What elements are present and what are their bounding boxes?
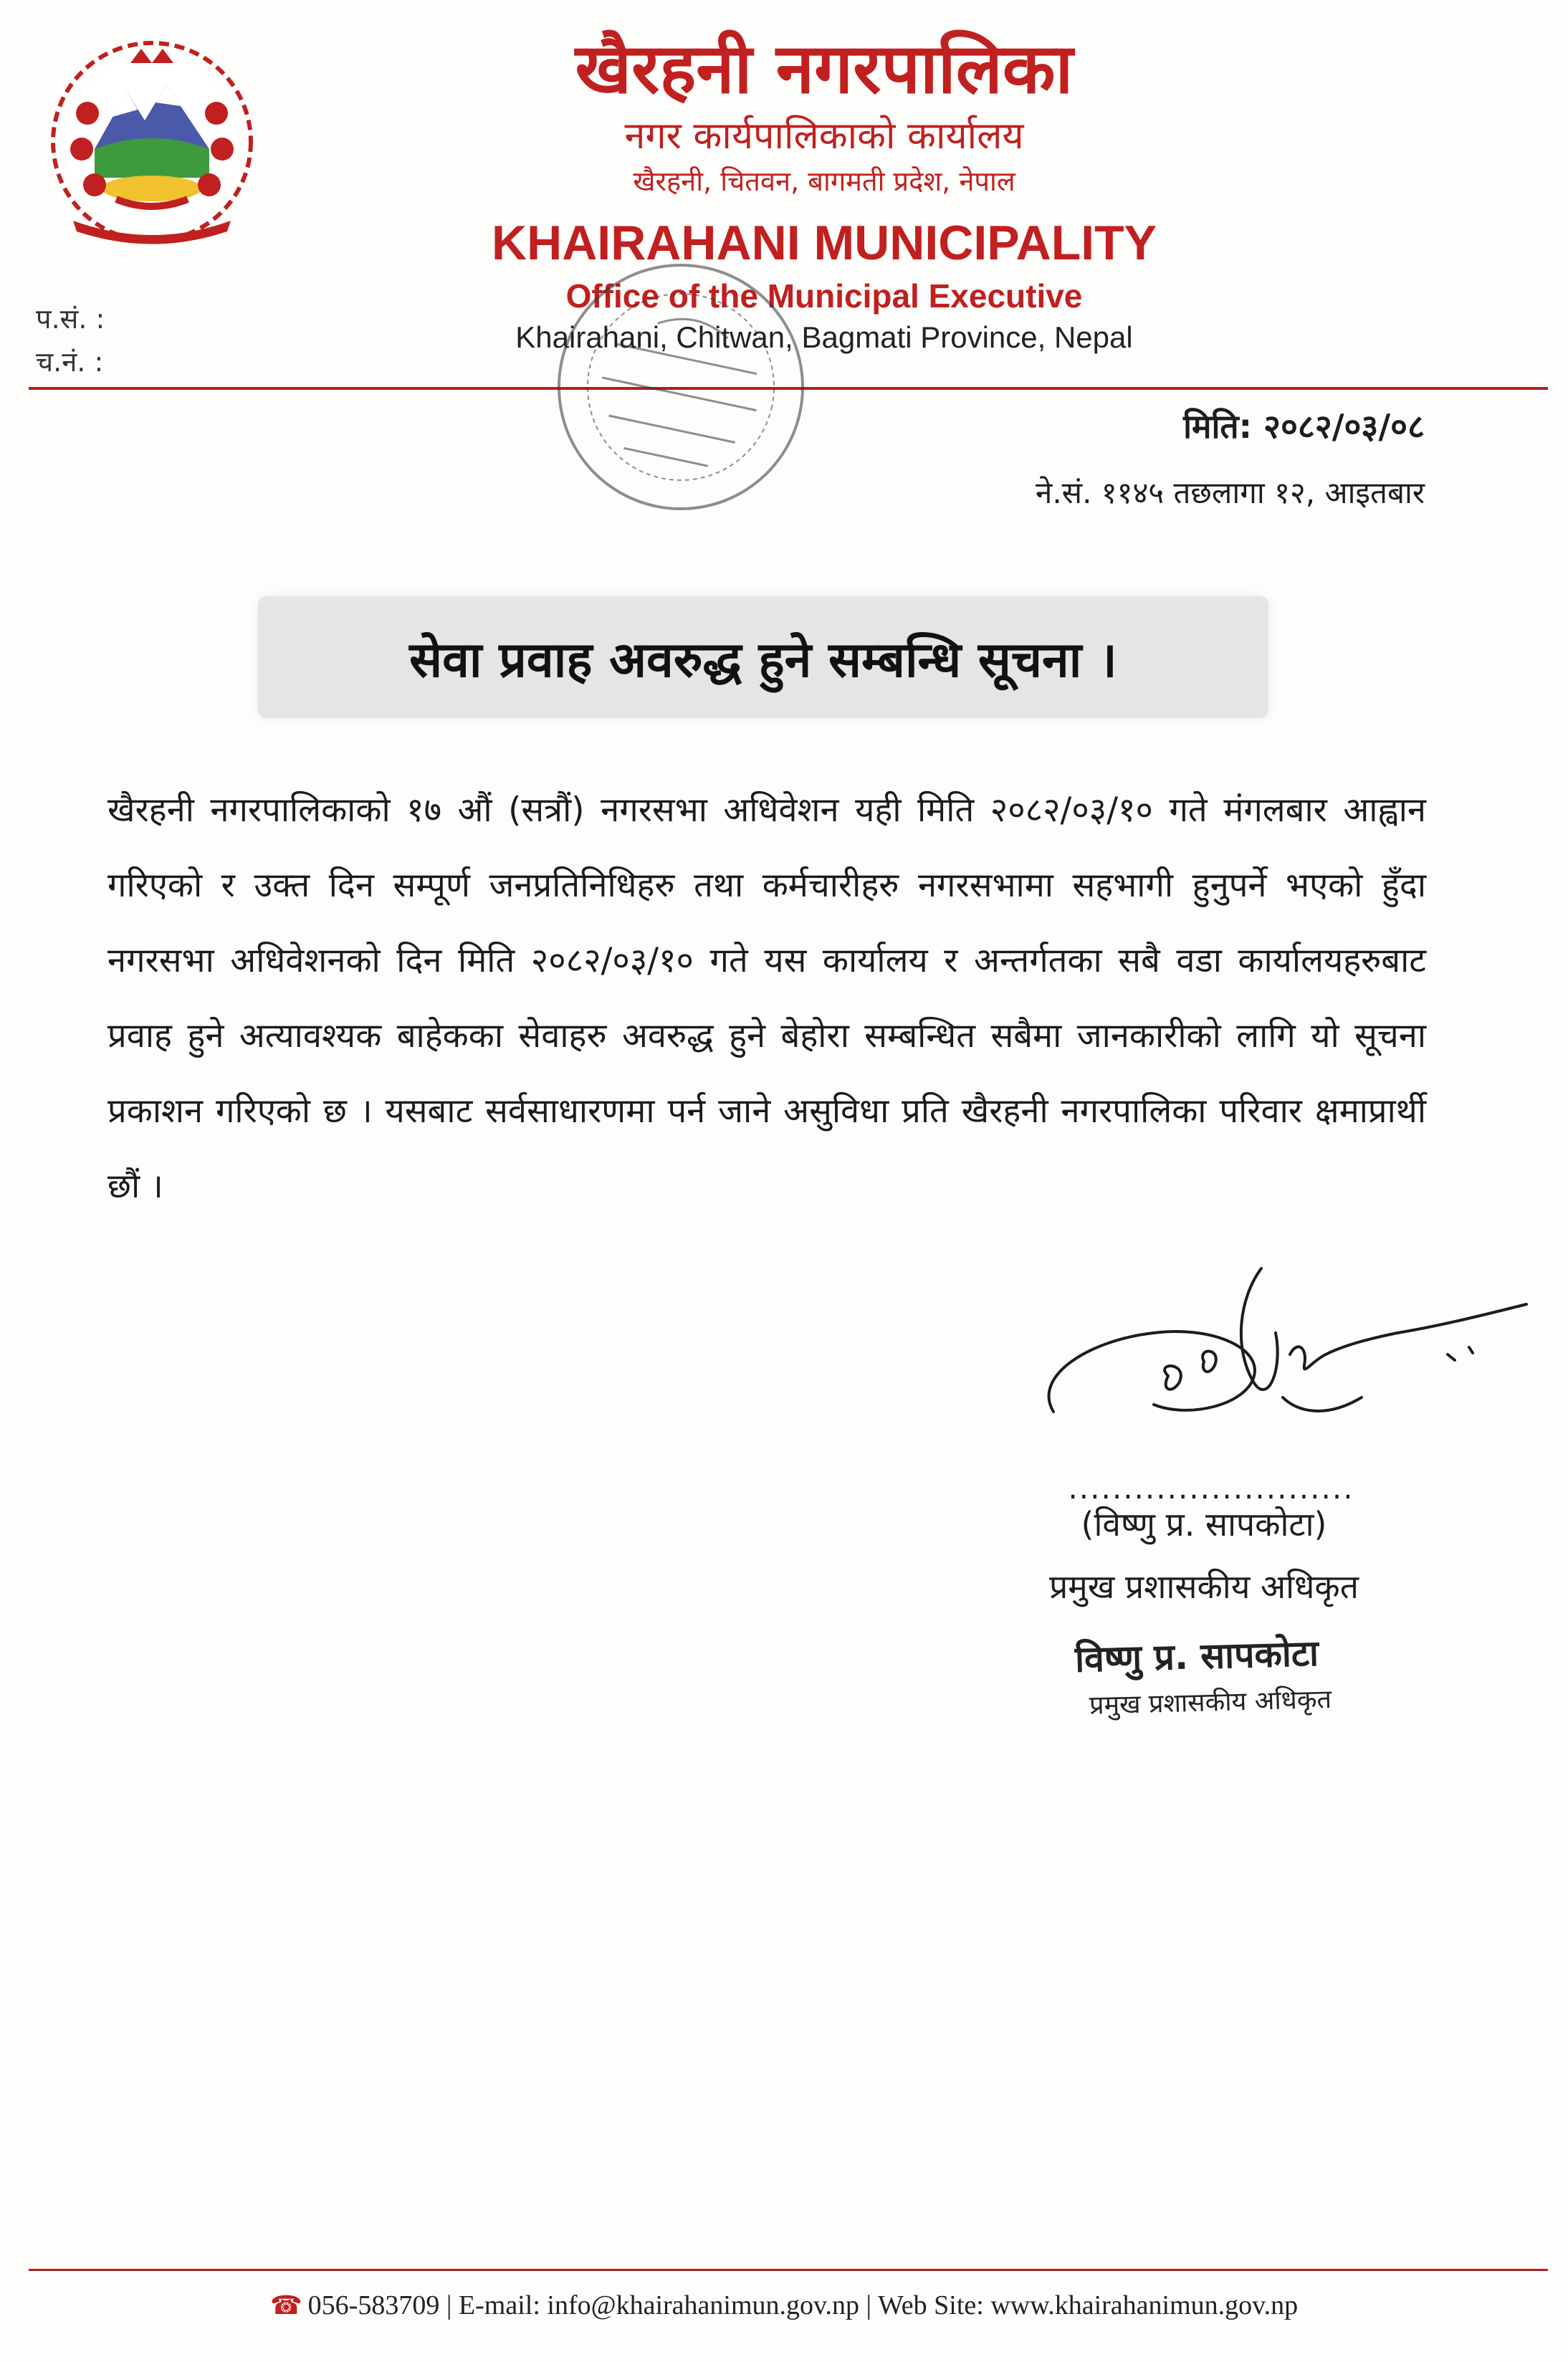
office-name-english: Office of the Municipal Executive: [565, 277, 1083, 315]
municipality-name-english: KHAIRAHANI MUNICIPALITY: [491, 216, 1157, 270]
name-stamp: विष्णु प्र. सापकोटा: [1074, 1632, 1319, 1680]
address-nepali: खैरहनी, चितवन, बागमती प्रदेश, नेपाल: [633, 166, 1015, 197]
dispatch-number: च.नं. :: [36, 346, 104, 378]
letter-date: मिति: २०८२/०३/०८: [1183, 407, 1425, 446]
footer-contact-text: 056-583709 | E-mail: info@khairahanimun.gov.np | Web Site: www.khairahanimun.gov.np: [307, 2290, 1299, 2320]
signature-dotted-line: ..........................: [1068, 1471, 1354, 1506]
subject-box: [258, 596, 1268, 718]
signatory-name: (विष्णु प्र. सापकोटा): [1081, 1505, 1327, 1544]
municipality-emblem: [44, 34, 259, 249]
footer-divider: [29, 2269, 1548, 2271]
phone-icon: ☎: [269, 2291, 302, 2320]
office-name-nepali: नगर कार्यपालिकाको कार्यालय: [624, 115, 1024, 158]
notice-body: खैरहनी नगरपालिकाको १७ औं (सत्रौं) नगरसभा अधिवेशन यही मिति २०८२/०३/१० गते मंगलबार आह्वान गरिएको र उक्त दिन सम्पूर्ण जनप्रतिनिधिहरु तथा कर्मचारीहरु नगरसभामा सहभागी हुनुपर्ने भएको हुँदा नगरसभा अधिवेशनको दिन मिति २०८२/०३/१० गते यस कार्यालय र अन्तर्गतका सबै वडा कार्यालयहरुबाट प्रवाह हुने अत्यावश्यक बाहेकका सेवाहरु अवरुद्ध हुने बेहोरा सम्बन्धित सबैमा जानकारीको लागि यो सूचना प्रकाशन गरिएको छ । यसबाट सर्वसाधारणमा पर्न जाने असुविधा प्रति खैरहनी नगरपालिका परिवार क्षमाप्रार्थी छौं ।: [107, 790, 1426, 1206]
notice-subject: सेवा प्रवाह अवरुद्ध हुने सम्बन्धि सूचना ।: [409, 631, 1117, 689]
signatory-designation: प्रमुख प्रशासकीय अधिकृत: [1049, 1567, 1359, 1606]
office-stamp: [545, 251, 817, 523]
signature: [1025, 1240, 1541, 1469]
footer-contact: [0, 2287, 1568, 2323]
municipality-name-nepali: खैरहनी नगरपालिका: [575, 29, 1074, 109]
nepal-sambat-date: ने.सं. ११४५ तछलागा १२, आइतबार: [1036, 475, 1425, 510]
designation-stamp: प्रमुख प्रशासकीय अधिकृत: [1089, 1684, 1332, 1721]
letter-reference-number: प.सं. :: [36, 303, 105, 335]
address-english: Khairahani, Chitwan, Bagmati Province, Nepal: [515, 320, 1133, 354]
